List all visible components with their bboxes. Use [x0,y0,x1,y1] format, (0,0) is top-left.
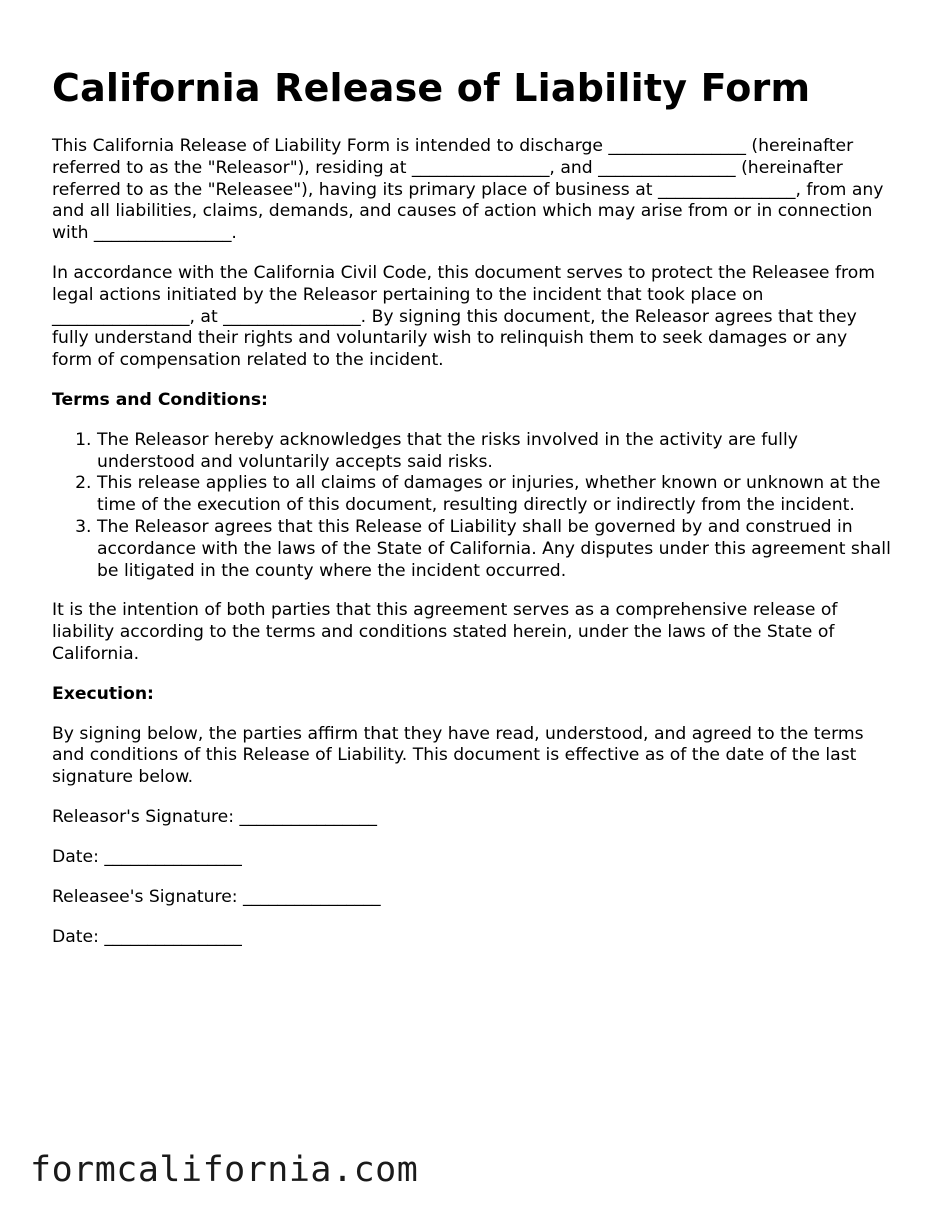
releasee-signature-line: Releasee's Signature: ________________ [52,886,381,907]
terms-list [52,430,892,583]
document-page [52,64,892,967]
footer-watermark: formcalifornia.com [30,1150,419,1190]
intention-paragraph: It is the intention of both parties that this agreement serves as a comprehensive release of liability according to the terms and conditions stated herein, under the laws of the State of California. [52,600,838,664]
document-title: California Release of Liability Form [52,66,811,110]
releasor-date-line: Date: ________________ [52,846,242,867]
releasor-signature-line: Releasor's Signature: ________________ [52,806,377,827]
releasee-date-line: Date: ________________ [52,926,242,947]
terms-heading: Terms and Conditions: [52,389,268,410]
terms-list-item: 3. The Releasor agrees that this Release of Liability shall be governed by and construed in accordance with the laws of the State of California. Any disputes under this agreement shall be litigated in the county where the incident occurred. [97,517,892,582]
intro-paragraph: This California Release of Liability Form is intended to discharge ________________ (hereinafter referred to as the "Releasor"), residing at ________________, and ________________ (hereinafter referred to as the "Releasee"), having its primary place of business at ________________, from any and all liabilities, claims, demands, and causes of action which may arise from or in connection with ________________. [52,136,884,244]
civil-code-paragraph: In accordance with the California Civil Code, this document serves to protect the Releasee from legal actions initiated by the Releasor pertaining to the incident that took place on ________________, at ________________. By signing this document, the Releasor agrees that they fully understand their rights and voluntarily wish to relinquish them to seek damages or any form of compensation related to the incident. [52,262,875,371]
execution-paragraph: By signing below, the parties affirm that they have read, understood, and agreed to the terms and conditions of this Release of Liability. This document is effective as of the date of the last signature below. [52,723,864,788]
terms-list-item: 2. This release applies to all claims of damages or injuries, whether known or unknown at the time of the execution of this document, resulting directly or indirectly from the incident. [97,473,892,517]
execution-heading: Execution: [52,683,154,704]
terms-list-item: 1. The Releasor hereby acknowledges that the risks involved in the activity are fully understood and voluntarily accepts said risks. [97,430,892,474]
